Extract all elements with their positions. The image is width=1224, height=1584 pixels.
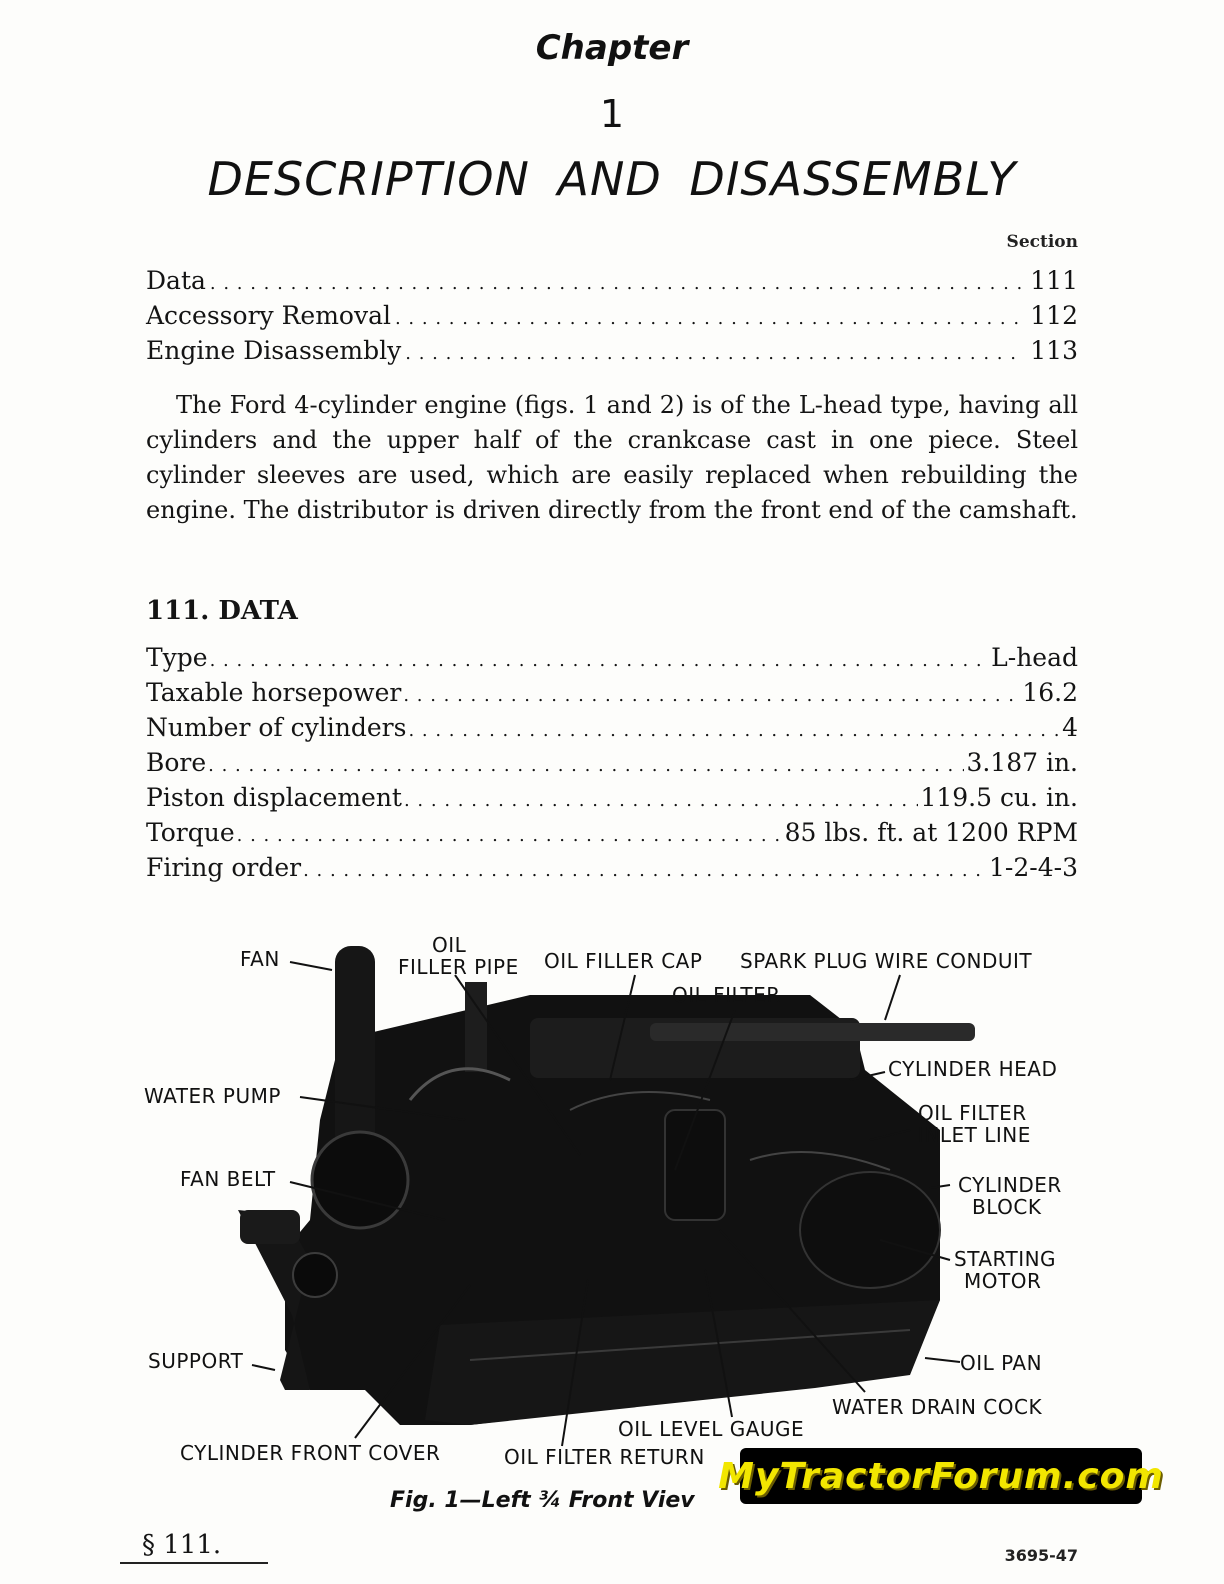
spec-value: 3.187 in.	[966, 748, 1078, 777]
spec-label: Torque	[146, 818, 235, 847]
label-oil-filter: OIL FILTER	[672, 983, 781, 1007]
table-of-contents	[146, 266, 1078, 371]
spec-leader	[208, 748, 964, 777]
label-oil-filler-cap: OIL FILLER CAP	[544, 949, 703, 973]
spec-value: 16.2	[1022, 678, 1078, 707]
spec-value: 85 lbs. ft. at 1200 RPM	[784, 818, 1078, 847]
spec-leader	[303, 853, 987, 882]
spec-label: Bore	[146, 748, 207, 777]
spec-label: Piston displacement	[146, 783, 402, 812]
intro-paragraph: The Ford 4-cylinder engine (figs. 1 and 2) is of the L-head type, having all cylinders and the upper half of the crankcase cast in one piece. Steel cylinder sleeves are used, which are easily replaced when rebuilding the engine. The distributor is driven directly from the front end of the camshaft.	[146, 391, 1078, 524]
footer-rule	[120, 1562, 268, 1564]
toc-label: Accessory Removal	[146, 301, 391, 330]
spec-leader	[237, 818, 783, 847]
spec-label: Firing order	[146, 853, 302, 882]
spec-value: 119.5 cu. in.	[920, 783, 1078, 812]
chapter-number: 1	[599, 92, 625, 136]
figure-caption: Fig. 1—Left ¾ Front Viev	[390, 1488, 695, 1513]
label-spark-plug-wire-conduit: SPARK PLUG WIRE CONDUIT	[740, 949, 1033, 973]
toc-leader	[210, 266, 1024, 295]
spec-value: 1-2-4-3	[989, 853, 1078, 882]
label-oil-filter-inlet-line1: OIL FILTER	[918, 1101, 1027, 1125]
label-cylinder-front-cover: CYLINDER FRONT COVER	[180, 1441, 441, 1465]
spec-row	[146, 783, 1078, 818]
spec-label: Taxable horsepower	[146, 678, 402, 707]
label-oil-filter-return: OIL FILTER RETURN	[504, 1445, 705, 1469]
toc-section-header: Section	[1006, 232, 1078, 252]
chapter-word: Chapter	[535, 28, 689, 68]
spec-value: L-head	[991, 643, 1078, 672]
label-oil-filter-inlet-line2: INLET LINE	[918, 1123, 1031, 1147]
spec-list	[146, 643, 1078, 888]
site-watermark-logo	[718, 1448, 1164, 1504]
spec-label: Type	[146, 643, 208, 672]
label-starting-motor-line1: STARTING	[954, 1247, 1057, 1271]
label-water-drain-cock: WATER DRAIN COCK	[832, 1395, 1043, 1419]
label-cylinder-head: CYLINDER HEAD	[888, 1057, 1058, 1081]
label-oil-filler-pipe-line1: OIL	[432, 933, 467, 957]
spec-row	[146, 643, 1078, 678]
label-fan: FAN	[240, 947, 280, 971]
spec-value: 4	[1062, 713, 1078, 742]
spec-leader	[403, 678, 1020, 707]
spec-leader	[210, 643, 990, 672]
chapter-title: DESCRIPTION AND DISASSEMBLY	[207, 152, 1017, 206]
toc-leader	[395, 301, 1024, 330]
toc-label: Data	[146, 266, 206, 295]
footer-section-mark: § 111.	[142, 1530, 222, 1560]
engine-silhouette	[238, 946, 975, 1425]
spec-label: Number of cylinders	[146, 713, 407, 742]
toc-row	[146, 301, 1078, 336]
label-starting-motor-line2: MOTOR	[964, 1269, 1042, 1293]
watermark-text: MyTractorForum.com	[718, 1455, 1164, 1497]
toc-leader	[405, 336, 1024, 365]
spec-row	[146, 748, 1078, 783]
label-oil-level-gauge: OIL LEVEL GAUGE	[618, 1417, 805, 1441]
label-support: SUPPORT	[148, 1349, 244, 1373]
spec-leader	[404, 783, 918, 812]
label-fan-belt: FAN BELT	[180, 1167, 276, 1191]
toc-section-number: 113	[1030, 336, 1078, 365]
label-cylinder-block-line2: BLOCK	[972, 1195, 1042, 1219]
label-water-pump: WATER PUMP	[144, 1084, 281, 1108]
toc-section-number: 111	[1030, 266, 1078, 295]
toc-row	[146, 336, 1078, 371]
spec-leader	[408, 713, 1060, 742]
toc-row	[146, 266, 1078, 301]
spec-row	[146, 678, 1078, 713]
data-section-heading: 111. DATA	[146, 596, 298, 626]
spec-row	[146, 713, 1078, 748]
label-cylinder-block-line1: CYLINDER	[958, 1173, 1062, 1197]
spec-row	[146, 818, 1078, 853]
label-oil-filler-pipe-line2: FILLER PIPE	[398, 955, 519, 979]
toc-section-number: 112	[1030, 301, 1078, 330]
label-oil-pan: OIL PAN	[960, 1351, 1043, 1375]
footer-print-code: 3695-47	[1004, 1546, 1078, 1565]
toc-label: Engine Disassembly	[146, 336, 402, 365]
spec-row	[146, 853, 1078, 888]
